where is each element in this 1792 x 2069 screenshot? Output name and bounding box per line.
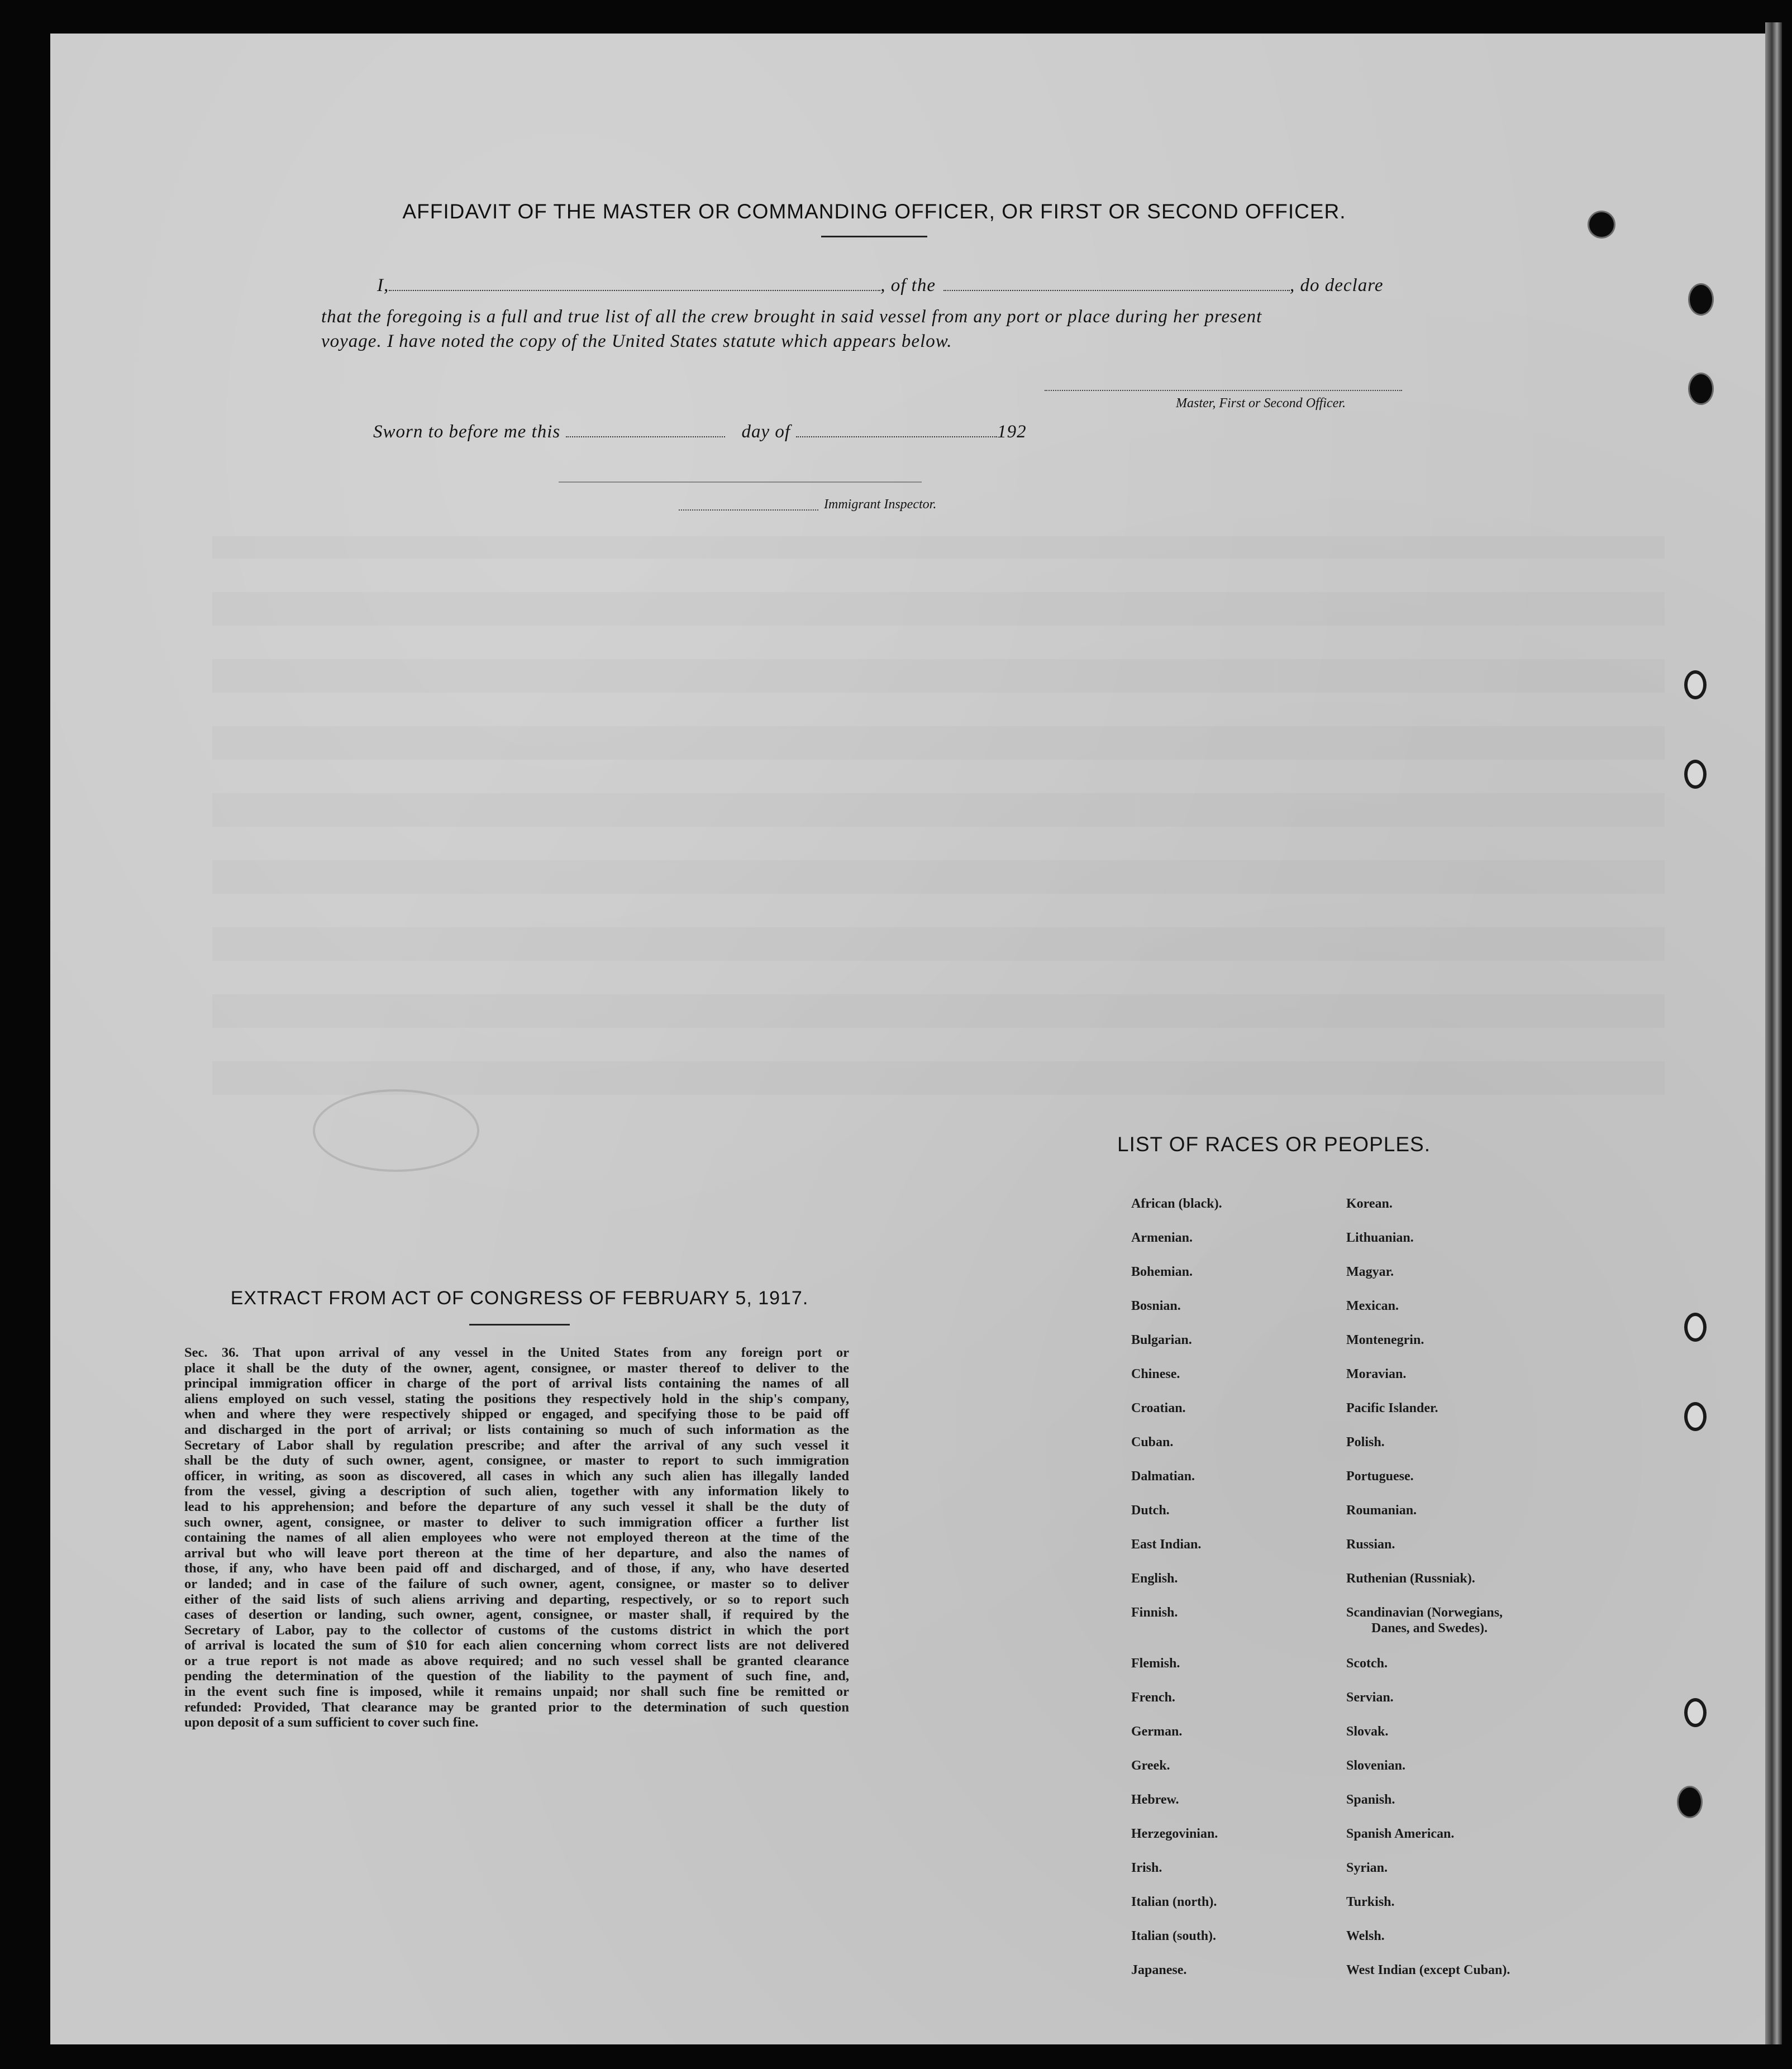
binder-hole — [1679, 1787, 1701, 1817]
extract-line: aliens employed on such vessel, stating the positions they respectively hold in the ship's company, — [184, 1391, 849, 1407]
race-item: Irish. — [1131, 1861, 1162, 1875]
race-item: Bulgarian. — [1131, 1333, 1192, 1347]
race-item-continuation: Danes, and Swedes). — [1371, 1621, 1488, 1636]
race-item: English. — [1131, 1571, 1178, 1586]
extract-line: when and where they were respectively shipped or engaged, and specifying those to be paid off — [184, 1407, 849, 1422]
race-item: Servian. — [1346, 1690, 1394, 1705]
extract-body — [184, 1345, 849, 1730]
declaration-line-3: voyage. I have noted the copy of the United States statute which appears below. — [321, 331, 952, 351]
extract-line: those, if any, who have been paid off and discharged, and of those, if any, who have deserted — [184, 1561, 849, 1576]
extract-line: pending the determination of the question of the liability to the payment of such fine, and, — [184, 1668, 849, 1684]
race-item: Spanish American. — [1346, 1827, 1455, 1841]
race-item: Croatian. — [1131, 1401, 1186, 1415]
race-item: Pacific Islander. — [1346, 1401, 1438, 1415]
race-item: Herzegovinian. — [1131, 1827, 1218, 1841]
inspector-signature-line — [679, 509, 818, 511]
extract-line: lead to his apprehension; and before the departure of any such vessel it shall be the duty of — [184, 1499, 849, 1514]
extract-line: officer, in writing, as soon as discovered, all cases in which any such alien has illegally landed — [184, 1468, 849, 1484]
extract-title: EXTRACT FROM ACT OF CONGRESS OF FEBRUARY 5, 1917. — [230, 1288, 809, 1309]
declaration-of-the: , of the — [880, 275, 936, 295]
binder-hole — [1684, 1313, 1707, 1342]
binder-hole — [1690, 285, 1712, 314]
race-item: Dutch. — [1131, 1503, 1170, 1518]
race-item: Spanish. — [1346, 1793, 1395, 1807]
declaration-do-declare: , do declare — [1289, 275, 1384, 295]
race-item: Polish. — [1346, 1435, 1385, 1450]
races-title: LIST OF RACES OR PEOPLES. — [1117, 1133, 1431, 1156]
title-rule — [821, 236, 927, 237]
race-item: Flemish. — [1131, 1656, 1180, 1671]
inspector-label: Immigrant Inspector. — [824, 497, 937, 512]
race-item: Syrian. — [1346, 1861, 1388, 1875]
page-edge — [1765, 22, 1782, 2044]
race-item: West Indian (except Cuban). — [1346, 1963, 1510, 1977]
extract-line: or a true report is not made as above required; and no such vessel shall be granted clearance — [184, 1653, 849, 1668]
extract-line: principal immigration officer in charge of the port of arrival lists containing the names of all — [184, 1376, 849, 1391]
sworn-prefix: Sworn to before me this — [373, 422, 561, 442]
race-item: Finnish. — [1131, 1605, 1178, 1620]
race-item: Roumanian. — [1346, 1503, 1417, 1518]
race-item: Scotch. — [1346, 1656, 1388, 1671]
race-item: Russian. — [1346, 1537, 1395, 1552]
extract-line: arrival but who will leave port thereon at the time of her departure, and also the names of — [184, 1545, 849, 1561]
race-item: Dalmatian. — [1131, 1469, 1195, 1484]
race-item: Mexican. — [1346, 1299, 1399, 1313]
extract-line: cases of desertion or landing, such owner, agent, consignee, or master shall, if required by the — [184, 1607, 849, 1623]
race-item: Chinese. — [1131, 1367, 1180, 1381]
race-item: Italian (south). — [1131, 1929, 1217, 1943]
name-blank — [389, 275, 880, 291]
extract-line: from the vessel, giving a description of such alien, together with any information likely to — [184, 1484, 849, 1499]
extract-line: place it shall be the duty of the owner, agent, consignee, or master thereof to deliver to the — [184, 1360, 849, 1376]
extract-line: shall be the duty of such owner, agent, consignee, or master to report to such immigration — [184, 1453, 849, 1469]
race-item: Slovenian. — [1346, 1758, 1406, 1773]
extract-line: such owner, agent, consignee, or master to deliver to such immigration officer a further list — [184, 1514, 849, 1530]
stamp-impression — [313, 1089, 479, 1172]
race-item: Slovak. — [1346, 1724, 1389, 1739]
extract-line: containing the names of all alien employees who were not employed thereon at the time of the — [184, 1530, 849, 1546]
extract-line: of arrival is located the sum of $10 for each alien concerning whom correct lists are not delivered — [184, 1638, 849, 1653]
declaration-line-2: that the foregoing is a full and true list of all the crew brought in said vessel from any port or place during her present — [321, 307, 1262, 327]
race-item: Scandinavian (Norwegians, — [1346, 1605, 1503, 1620]
race-item: Italian (north). — [1131, 1895, 1217, 1909]
race-item: Bohemian. — [1131, 1265, 1193, 1279]
extract-line: in the event such fine is imposed, while it remains unpaid; nor shall such fine be remitted or — [184, 1684, 849, 1700]
extract-line: either of the said lists of such aliens arriving and departing, respectively, or so to report such — [184, 1591, 849, 1607]
month-blank — [796, 422, 997, 437]
race-item: Cuban. — [1131, 1435, 1174, 1450]
extract-line: Secretary of Labor, pay to the collector of customs of the customs district in which the port — [184, 1622, 849, 1638]
race-item: Bosnian. — [1131, 1299, 1181, 1313]
race-item: German. — [1131, 1724, 1183, 1739]
race-item: Japanese. — [1131, 1963, 1187, 1977]
binder-hole — [1684, 760, 1707, 789]
sworn-line — [373, 422, 1099, 442]
signature-line — [1045, 390, 1402, 391]
race-item: Hebrew. — [1131, 1793, 1179, 1807]
race-item: Moravian. — [1346, 1367, 1407, 1381]
sworn-year: 192 — [997, 422, 1027, 442]
signature-label: Master, First or Second Officer. — [1176, 396, 1346, 411]
extract-line: and discharged in the port of arrival; or lists containing so much of such information as the — [184, 1422, 849, 1437]
binder-hole — [1684, 670, 1707, 699]
extract-line: Sec. 36. That upon arrival of any vessel in the United States from any foreign port or — [184, 1345, 849, 1360]
day-blank — [566, 422, 725, 437]
vessel-blank — [943, 275, 1290, 291]
race-item: Turkish. — [1346, 1895, 1395, 1909]
race-item: Armenian. — [1131, 1231, 1193, 1245]
sworn-day-of: day of — [741, 422, 791, 442]
affidavit-title: AFFIDAVIT OF THE MASTER OR COMMANDING OFFICER, OR FIRST OR SECOND OFFICER. — [402, 200, 1346, 223]
race-item: French. — [1131, 1690, 1175, 1705]
race-item: Ruthenian (Russniak). — [1346, 1571, 1475, 1586]
race-item: Welsh. — [1346, 1929, 1385, 1943]
race-item: Montenegrin. — [1346, 1333, 1424, 1347]
binder-hole — [1690, 374, 1712, 403]
binder-hole — [1684, 1698, 1707, 1727]
race-item: Greek. — [1131, 1758, 1170, 1773]
race-item: Korean. — [1346, 1196, 1393, 1211]
extract-rule — [469, 1324, 570, 1326]
race-item: Lithuanian. — [1346, 1231, 1414, 1245]
race-item: Magyar. — [1346, 1265, 1394, 1279]
binder-hole — [1684, 1402, 1707, 1431]
extract-line: upon deposit of a sum sufficient to cover such fine. — [184, 1715, 479, 1730]
extract-line: Secretary of Labor shall by regulation prescribe; and after the arrival of any such vessel it — [184, 1437, 849, 1453]
race-item: Portuguese. — [1346, 1469, 1414, 1484]
declaration-line-1 — [377, 275, 1427, 296]
inspector-rule — [559, 482, 922, 483]
race-item: East Indian. — [1131, 1537, 1202, 1552]
extract-line: refunded: Provided, That clearance may be granted prior to the determination of such question — [184, 1699, 849, 1715]
extract-line: or landed; and in case of the failure of such owner, agent, consignee, or master so to deliver — [184, 1576, 849, 1591]
declaration-i: I, — [377, 275, 389, 295]
binder-hole — [1589, 212, 1614, 237]
race-item: African (black). — [1131, 1196, 1222, 1211]
bleed-through-shading — [212, 536, 1665, 1095]
